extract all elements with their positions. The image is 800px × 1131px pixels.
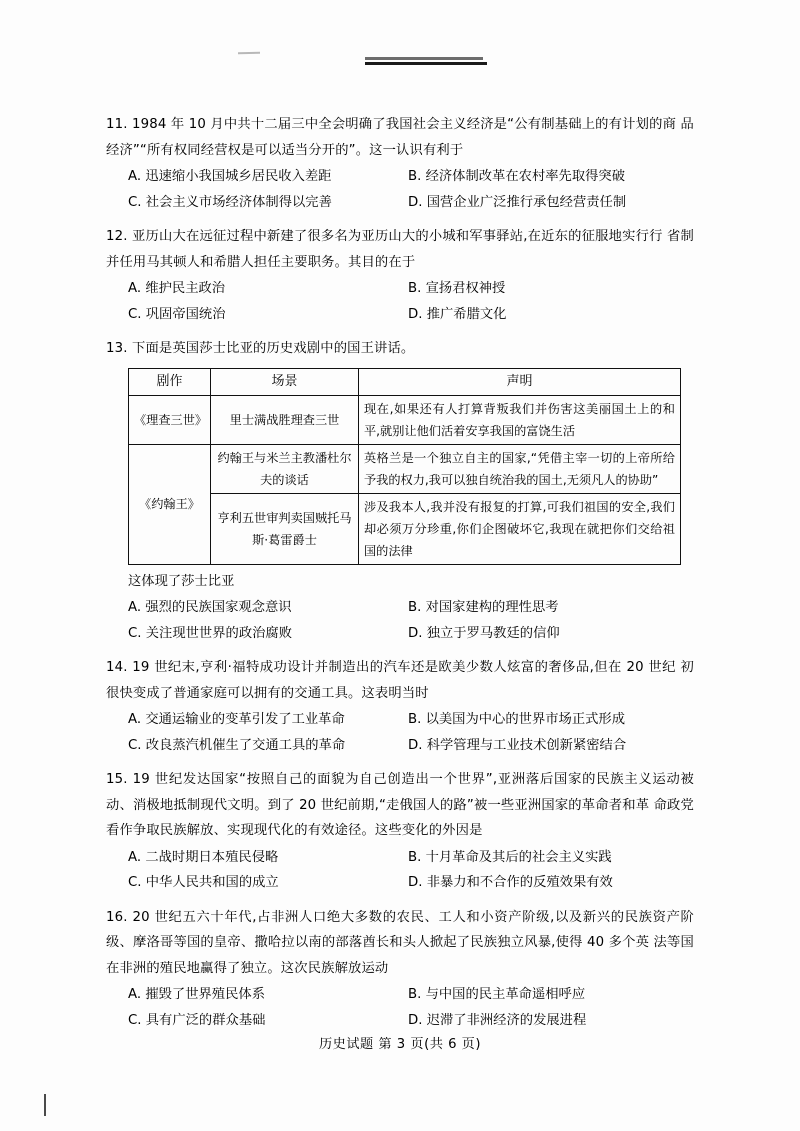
question-stem-line-2: 品经济”“所有权同经营权是可以适当分开的”。这一认识有利于 <box>106 117 694 158</box>
question-15 <box>106 767 694 896</box>
option-b: B. 十月革命及其后的社会主义实践 <box>408 849 612 865</box>
option-list <box>106 707 694 758</box>
column-header-statement: 声明 <box>359 368 681 395</box>
question-stem-line-1: 下面是英国莎士比亚的历史戏剧中的国王讲话。 <box>132 341 415 356</box>
scan-mark-left <box>238 52 260 54</box>
option-list <box>106 845 694 896</box>
option-b: B. 以美国为中心的世界市场正式形成 <box>408 712 626 727</box>
option-a: A. 强烈的民族国家观念意识 <box>128 600 292 615</box>
option-c: C. 中华人民共和国的成立 <box>128 875 279 890</box>
cell-scene: 约翰王与米兰主教潘杜尔夫的谈话 <box>211 444 359 493</box>
option-d: D. 推广希腊文化 <box>408 306 507 322</box>
option-d: D. 非暴力和不合作的反殖效果有效 <box>408 875 613 890</box>
option-list <box>106 276 694 327</box>
question-14 <box>106 655 694 758</box>
cell-scene: 里士满战胜理查三世 <box>211 395 359 444</box>
question-stem-line-1: 亚历山大在远征过程中新建了很多名为亚历山大的小城和军事驿站,在近东的征服地实行行 <box>132 229 663 244</box>
question-13 <box>106 336 694 646</box>
table-row <box>129 395 681 444</box>
question-stem <box>106 655 694 706</box>
question-stem-line-1: 1984 年 10 月中共十二届三中全会明确了我国社会主义经济是“公有制基础上的有计划的商 <box>132 117 677 132</box>
option-a: A. 交通运输业的变革引发了工业革命 <box>128 712 345 727</box>
cell-play: 《约翰王》 <box>129 444 211 564</box>
question-stem <box>106 905 694 982</box>
cell-statement: 涉及我本人,我并没有报复的打算,可我们祖国的安全,我们却必须万分珍重,你们企图破坏它,我现在就把你们交给祖国的法律 <box>359 493 681 564</box>
option-b: B. 宣扬君权神授 <box>408 281 506 296</box>
question-stem-continuation: 这体现了莎士比亚 <box>128 573 235 589</box>
question-12 <box>106 224 694 327</box>
option-d: D. 独立于罗马教廷的信仰 <box>408 625 560 641</box>
question-stem-line-2: 动、消极地抵制现代文明。到了 20 世纪前期,“走俄国人的路”被一些亚洲国家的革命者和革 <box>106 797 650 813</box>
question-stem <box>106 224 694 275</box>
question-stem-line-2: 省制并任用马其顿人和希腊人担任主要职务。其目的在于 <box>106 229 694 270</box>
plays-table <box>128 368 681 565</box>
question-stem <box>106 767 694 844</box>
question-11 <box>106 112 694 215</box>
option-a: A. 摧毁了世界殖民体系 <box>128 987 265 1002</box>
question-number: 16. <box>106 909 128 925</box>
question-number: 15. <box>106 772 128 787</box>
table-row <box>129 493 681 564</box>
option-a: A. 迅速缩小我国城乡居民收入差距 <box>128 169 332 184</box>
question-number: 11. <box>106 117 128 132</box>
cell-statement: 现在,如果还有人打算背叛我们并伤害这美丽国土上的和平,就别让他们活着安享我国的富饶生活 <box>359 395 681 444</box>
question-stem-line-2: 初很快变成了普通家庭可以拥有的交通工具。这表明当时 <box>106 660 694 701</box>
exam-questions-body <box>106 112 694 1042</box>
cell-play: 《理查三世》 <box>129 395 211 444</box>
question-stem-line-3: 命政党看作争取民族解放、实现现代化的有效途径。这些变化的外因是 <box>106 797 694 838</box>
question-stem-line-1: 20 世纪五六十年代,占非洲人口绝大多数的农民、工人和小资产阶级,以及新兴的民族资产阶 <box>132 909 694 925</box>
page-footer: 历史试题 第 3 页(共 6 页) <box>318 1037 482 1052</box>
scan-mark-right <box>365 62 487 65</box>
question-number: 14. <box>106 660 128 675</box>
question-number: 12. <box>106 229 128 244</box>
option-d: D. 科学管理与工业技术创新紧密结合 <box>408 737 627 753</box>
option-c: C. 改良蒸汽机催生了交通工具的革命 <box>128 737 346 753</box>
option-c: C. 巩固帝国统治 <box>128 306 226 322</box>
option-c: C. 社会主义市场经济体制得以完善 <box>128 194 332 210</box>
option-d: D. 迟滞了非洲经济的发展进程 <box>408 1012 587 1028</box>
column-header-scene: 场景 <box>211 368 359 395</box>
question-stem-line-2: 级、摩洛哥等国的皇帝、撒哈拉以南的部落酋长和头人掀起了民族独立风暴,使得 40 多个英 <box>106 935 650 950</box>
cell-scene: 亨利五世审判卖国贼托马斯·葛雷爵士 <box>211 493 359 564</box>
table-row <box>129 444 681 493</box>
option-list <box>106 595 694 646</box>
option-c: C. 具有广泛的群众基础 <box>128 1012 266 1028</box>
option-b: B. 经济体制改革在农村率先取得突破 <box>408 169 626 184</box>
option-b: B. 与中国的民主革命遥相呼应 <box>408 987 586 1002</box>
question-16 <box>106 905 694 1034</box>
question-stem <box>106 336 694 362</box>
option-list <box>106 982 694 1033</box>
option-b: B. 对国家建构的理性思考 <box>408 600 559 615</box>
question-stem <box>106 112 694 163</box>
column-header-play: 剧作 <box>129 368 211 395</box>
question-number: 13. <box>106 341 128 356</box>
option-list <box>106 164 694 215</box>
question-stem-line-3: 法等国在非洲的殖民地赢得了独立。这次民族解放运动 <box>106 935 694 976</box>
table-header-row <box>129 368 681 395</box>
option-d: D. 国营企业广泛推行承包经营责任制 <box>408 194 627 210</box>
option-c: C. 关注现世世界的政治腐败 <box>128 625 293 641</box>
option-a: A. 二战时期日本殖民侵略 <box>128 849 279 865</box>
scan-edge-tick <box>44 1094 46 1116</box>
question-stem-line-1: 19 世纪发达国家“按照自己的面貌为自己创造出一个世界”,亚洲落后国家的民族主义运动被 <box>132 772 694 787</box>
cell-statement: 英格兰是一个独立自主的国家,“凭借主宰一切的上帝所给予我的权力,我可以独自统治我的国土,无须凡人的协助” <box>359 444 681 493</box>
question-stem-line-1: 19 世纪末,亨利·福特成功设计并制造出的汽车还是欧美少数人炫富的奢侈品,但在 20 世纪 <box>132 660 676 675</box>
option-a: A. 维护民主政治 <box>128 281 226 296</box>
